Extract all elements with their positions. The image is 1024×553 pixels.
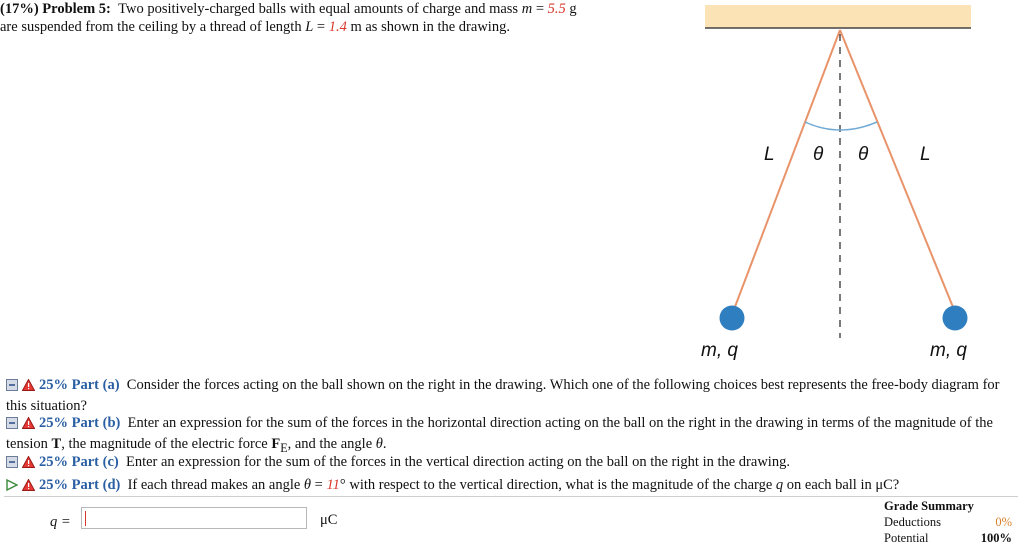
- equals-sign-2: =: [313, 19, 329, 35]
- answer-label: q =: [50, 514, 71, 530]
- part-d-text-a: If each thread makes an angle: [127, 477, 304, 493]
- label-mq-left: m, q: [701, 340, 738, 361]
- warning-icon: [22, 478, 35, 497]
- problem-title: Problem 5:: [42, 1, 111, 17]
- warning-icon: [22, 455, 35, 474]
- expand-icon[interactable]: [6, 378, 18, 397]
- potential-row: [884, 530, 1012, 546]
- part-b-text-c: , and the angle: [287, 436, 376, 452]
- label-theta-left: θ: [813, 144, 824, 165]
- part-a[interactable]: [6, 376, 1016, 416]
- part-b-text-b: , the magnitude of the electric force: [61, 436, 272, 452]
- mass-value: 5.5: [547, 1, 566, 17]
- label-mq-right: m, q: [930, 340, 967, 361]
- part-c-percent: 25%: [39, 454, 68, 470]
- pendulum-figure: [690, 0, 1024, 372]
- potential-value: 100%: [980, 531, 1012, 545]
- part-c[interactable]: [6, 453, 1016, 474]
- ball-left: [720, 306, 745, 331]
- equals-sign: =: [532, 1, 548, 17]
- part-b[interactable]: [6, 414, 1016, 458]
- equals-sign: =: [311, 477, 327, 493]
- statement-line2-end: m as shown in the drawing.: [346, 19, 510, 35]
- deductions-row: [884, 514, 1012, 530]
- text-cursor: [85, 511, 86, 526]
- part-d-percent: 25%: [39, 477, 68, 493]
- problem-percent: (17%): [0, 1, 39, 17]
- play-arrow-icon[interactable]: [6, 478, 18, 497]
- part-c-text: Enter an expression for the sum of the forces in the vertical direction acting on the ball on the right in the drawing.: [125, 454, 790, 470]
- part-d-text-b: ° with respect to the vertical direction, what is the magnitude of the charge: [339, 477, 776, 493]
- theta-symbol: θ: [303, 477, 312, 493]
- mass-unit: g: [565, 1, 577, 17]
- ball-right: [943, 306, 968, 331]
- angle-value: 11: [326, 477, 340, 493]
- expand-icon[interactable]: [6, 416, 18, 435]
- part-b-percent: 25%: [39, 415, 68, 431]
- electric-force-subscript: E: [280, 440, 288, 455]
- part-d-text-c: on each ball in μC?: [783, 477, 900, 493]
- electric-force-symbol: F: [271, 436, 281, 452]
- length-variable: L: [305, 19, 314, 35]
- part-a-label[interactable]: Part (a): [71, 377, 120, 393]
- problem-statement: [0, 0, 680, 36]
- statement-line2: are suspended from the ceiling by a thread of length: [0, 19, 306, 35]
- deductions-value: 0%: [995, 515, 1012, 529]
- deductions-label: Deductions: [884, 515, 941, 529]
- mass-variable: m: [521, 1, 533, 17]
- part-d[interactable]: [6, 476, 1016, 497]
- label-L-left: L: [764, 144, 775, 165]
- part-a-percent: 25%: [39, 377, 68, 393]
- part-c-label[interactable]: Part (c): [71, 454, 119, 470]
- answer-unit: μC: [320, 512, 338, 528]
- charge-answer-input[interactable]: [81, 507, 307, 529]
- angle-arc: [805, 122, 877, 130]
- length-value: 1.4: [328, 19, 347, 35]
- part-b-text-a: Enter an expression for the sum of the forces in the horizontal direction acting on the ball on the right in the drawing in terms of the magnitude of the tension: [6, 415, 993, 452]
- part-a-text: Consider the forces acting on the ball shown on the right in the drawing. Which one of the following choices best represents the free-body diagram for this situation?: [6, 377, 1000, 414]
- warning-icon: [22, 416, 35, 435]
- part-b-label[interactable]: Part (b): [71, 415, 121, 431]
- thread-left: [733, 30, 840, 312]
- grade-summary: [884, 498, 1012, 546]
- charge-symbol: q: [775, 477, 784, 493]
- label-theta-right: θ: [858, 144, 869, 165]
- statement-line1: Two positively-charged balls with equal amounts of charge and mass: [118, 1, 522, 17]
- grade-summary-title: Grade Summary: [884, 499, 974, 513]
- expand-icon[interactable]: [6, 455, 18, 474]
- tension-symbol: T: [51, 436, 62, 452]
- label-L-right: L: [920, 144, 931, 165]
- part-b-text-d: .: [382, 436, 387, 452]
- theta-symbol: θ: [375, 436, 383, 452]
- ceiling: [705, 5, 971, 28]
- part-d-label[interactable]: Part (d): [71, 477, 121, 493]
- potential-label: Potential: [884, 531, 929, 545]
- warning-icon: [22, 378, 35, 397]
- thread-right: [840, 30, 955, 312]
